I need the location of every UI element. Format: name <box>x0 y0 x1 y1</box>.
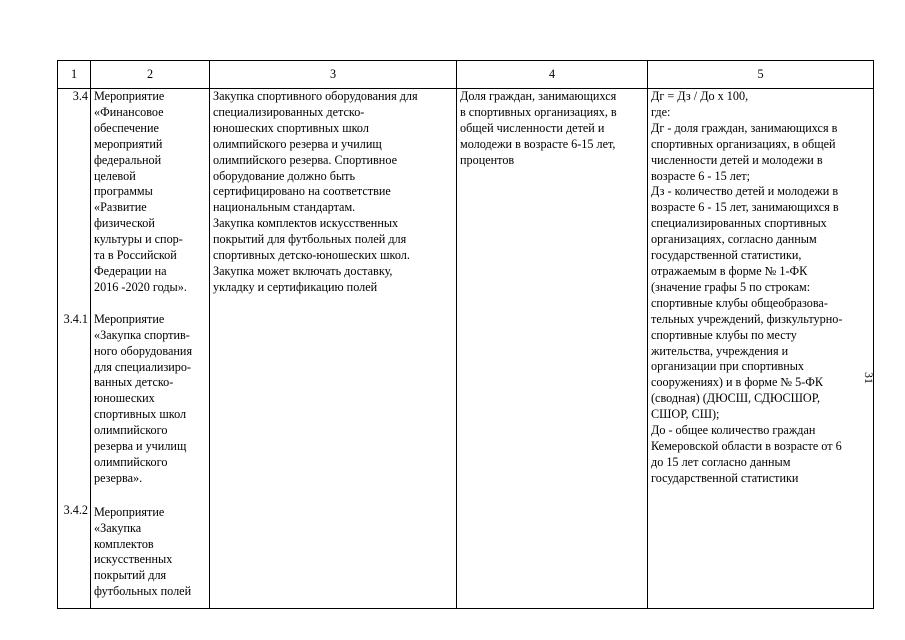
text-line: физической <box>94 216 155 231</box>
header-cell-3: 3 <box>210 61 457 89</box>
text-line: Мероприятие <box>94 89 165 103</box>
text-line: сертифицировано на соответствие <box>213 184 391 199</box>
text-line: программы <box>94 184 153 199</box>
text-line: процентов <box>460 152 515 167</box>
text-line: сооружениях) и в форме № 5-ФК <box>651 375 824 390</box>
text-line: спортивных организациях, в общей <box>651 136 836 151</box>
text-line: государственной статистики, <box>651 248 802 263</box>
text-line: Дг = Дз / До х 100, <box>651 89 749 103</box>
page-number: 31 <box>862 372 876 384</box>
activity-text-3-4-2 <box>94 505 206 600</box>
text-line: организации при спортивных <box>651 359 805 374</box>
text-line: государственной статистики <box>651 470 799 485</box>
text-line: спортивных школ <box>94 407 187 422</box>
text-line: Закупка может включать доставку, <box>213 263 393 278</box>
text-line: та в Российской <box>94 248 177 263</box>
text-line: комплектов <box>94 536 154 551</box>
text-line: организациях, согласно данным <box>651 232 817 247</box>
description-cell <box>210 89 457 609</box>
text-line: спортивные клубы по месту <box>651 327 797 342</box>
item-number: 3.4.1 <box>63 311 88 326</box>
text-line: (значение графы 5 по строкам: <box>651 279 811 294</box>
text-line: Мероприятие <box>94 504 165 519</box>
text-line: ванных детско- <box>94 375 174 390</box>
text-line: культуры и спор- <box>94 232 183 247</box>
description-text <box>213 89 453 296</box>
header-cell-4: 4 <box>457 61 648 89</box>
text-line: резерва». <box>94 470 143 485</box>
formula-text <box>651 89 870 487</box>
header-cell-5: 5 <box>648 61 874 89</box>
text-line: отражаемым в форме № 1-ФК <box>651 263 808 278</box>
indicator-text <box>460 89 644 169</box>
text-line: специализированных спортивных <box>651 216 827 231</box>
text-line: Федерации на <box>94 263 167 278</box>
item-number-cell <box>58 89 91 609</box>
text-line: Дз - количество детей и молодежи в <box>651 184 839 199</box>
text-line: возрасте 6 - 15 лет; <box>651 168 750 183</box>
text-line: спортивные клубы общеобразова- <box>651 295 828 310</box>
text-line: СШОР, СШ); <box>651 407 720 422</box>
text-line: футбольных полей <box>94 584 192 599</box>
text-line: (сводная) (ДЮСШ, СДЮСШОР, <box>651 391 821 406</box>
text-line: обеспечение <box>94 120 159 135</box>
text-line: «Финансовое <box>94 104 164 119</box>
text-line: «Закупка <box>94 520 142 535</box>
text-line: юношеских спортивных школ <box>213 120 369 135</box>
text-line: 2016 -2020 годы». <box>94 279 187 294</box>
text-line: тельных учреждений, физкультурно- <box>651 311 843 326</box>
item-number: 3.4.2 <box>63 502 88 517</box>
text-line: ного оборудования <box>94 343 193 358</box>
text-line: олимпийского резерва. Спортивное <box>213 152 397 167</box>
text-line: искусственных <box>94 552 173 567</box>
formula-cell <box>648 89 874 609</box>
text-line: спортивных детско-юношеских школ. <box>213 248 410 263</box>
text-line: возрасте 6 - 15 лет, занимающихся в <box>651 200 839 215</box>
text-line: Кемеровской области в возрасте от 6 <box>651 438 842 453</box>
text-line: Дг - доля граждан, занимающихся в <box>651 120 838 135</box>
text-line: юношеских <box>94 391 155 406</box>
header-row <box>58 61 874 89</box>
text-line: олимпийского <box>94 423 168 438</box>
text-line: олимпийского <box>94 454 168 469</box>
indicator-cell <box>457 89 648 609</box>
text-line: общей численности детей и <box>460 120 605 135</box>
text-line: численности детей и молодежи в <box>651 152 823 167</box>
text-line: целевой <box>94 168 136 183</box>
text-line: национальным стандартам. <box>213 200 356 215</box>
activity-cell <box>91 89 210 609</box>
program-table <box>57 60 874 609</box>
activity-text-3-4 <box>94 89 206 296</box>
text-line: резерва и училищ <box>94 439 187 454</box>
text-line: Закупка комплектов искусственных <box>213 216 399 231</box>
text-line: федеральной <box>94 152 162 167</box>
text-line: до 15 лет согласно данным <box>651 454 791 469</box>
table-row <box>58 89 874 609</box>
text-line: для специализиро- <box>94 359 192 374</box>
text-line: оборудование должно быть <box>213 168 356 183</box>
text-line: Доля граждан, занимающихся <box>460 89 617 103</box>
text-line: покрытий для <box>94 568 167 583</box>
text-line: мероприятий <box>94 136 163 151</box>
text-line: олимпийского резерва и училищ <box>213 136 382 151</box>
text-line: Мероприятие <box>94 311 165 326</box>
text-line: где: <box>651 104 671 119</box>
text-line: молодежи в возрасте 6-15 лет, <box>460 136 616 151</box>
header-cell-2: 2 <box>91 61 210 89</box>
text-line: в спортивных организациях, в <box>460 104 617 119</box>
text-line: специализированных детско- <box>213 104 365 119</box>
header-cell-1: 1 <box>58 61 91 89</box>
text-line: жительства, учреждения и <box>651 343 789 358</box>
text-line: укладку и сертификацию полей <box>213 279 378 294</box>
text-line: «Развитие <box>94 200 147 215</box>
activity-text-3-4-1 <box>94 312 206 487</box>
text-line: До - общее количество граждан <box>651 423 816 438</box>
text-line: «Закупка спортив- <box>94 327 190 342</box>
item-number: 3.4 <box>72 89 88 103</box>
text-line: покрытий для футбольных полей для <box>213 232 407 247</box>
text-line: Закупка спортивного оборудования для <box>213 89 418 103</box>
